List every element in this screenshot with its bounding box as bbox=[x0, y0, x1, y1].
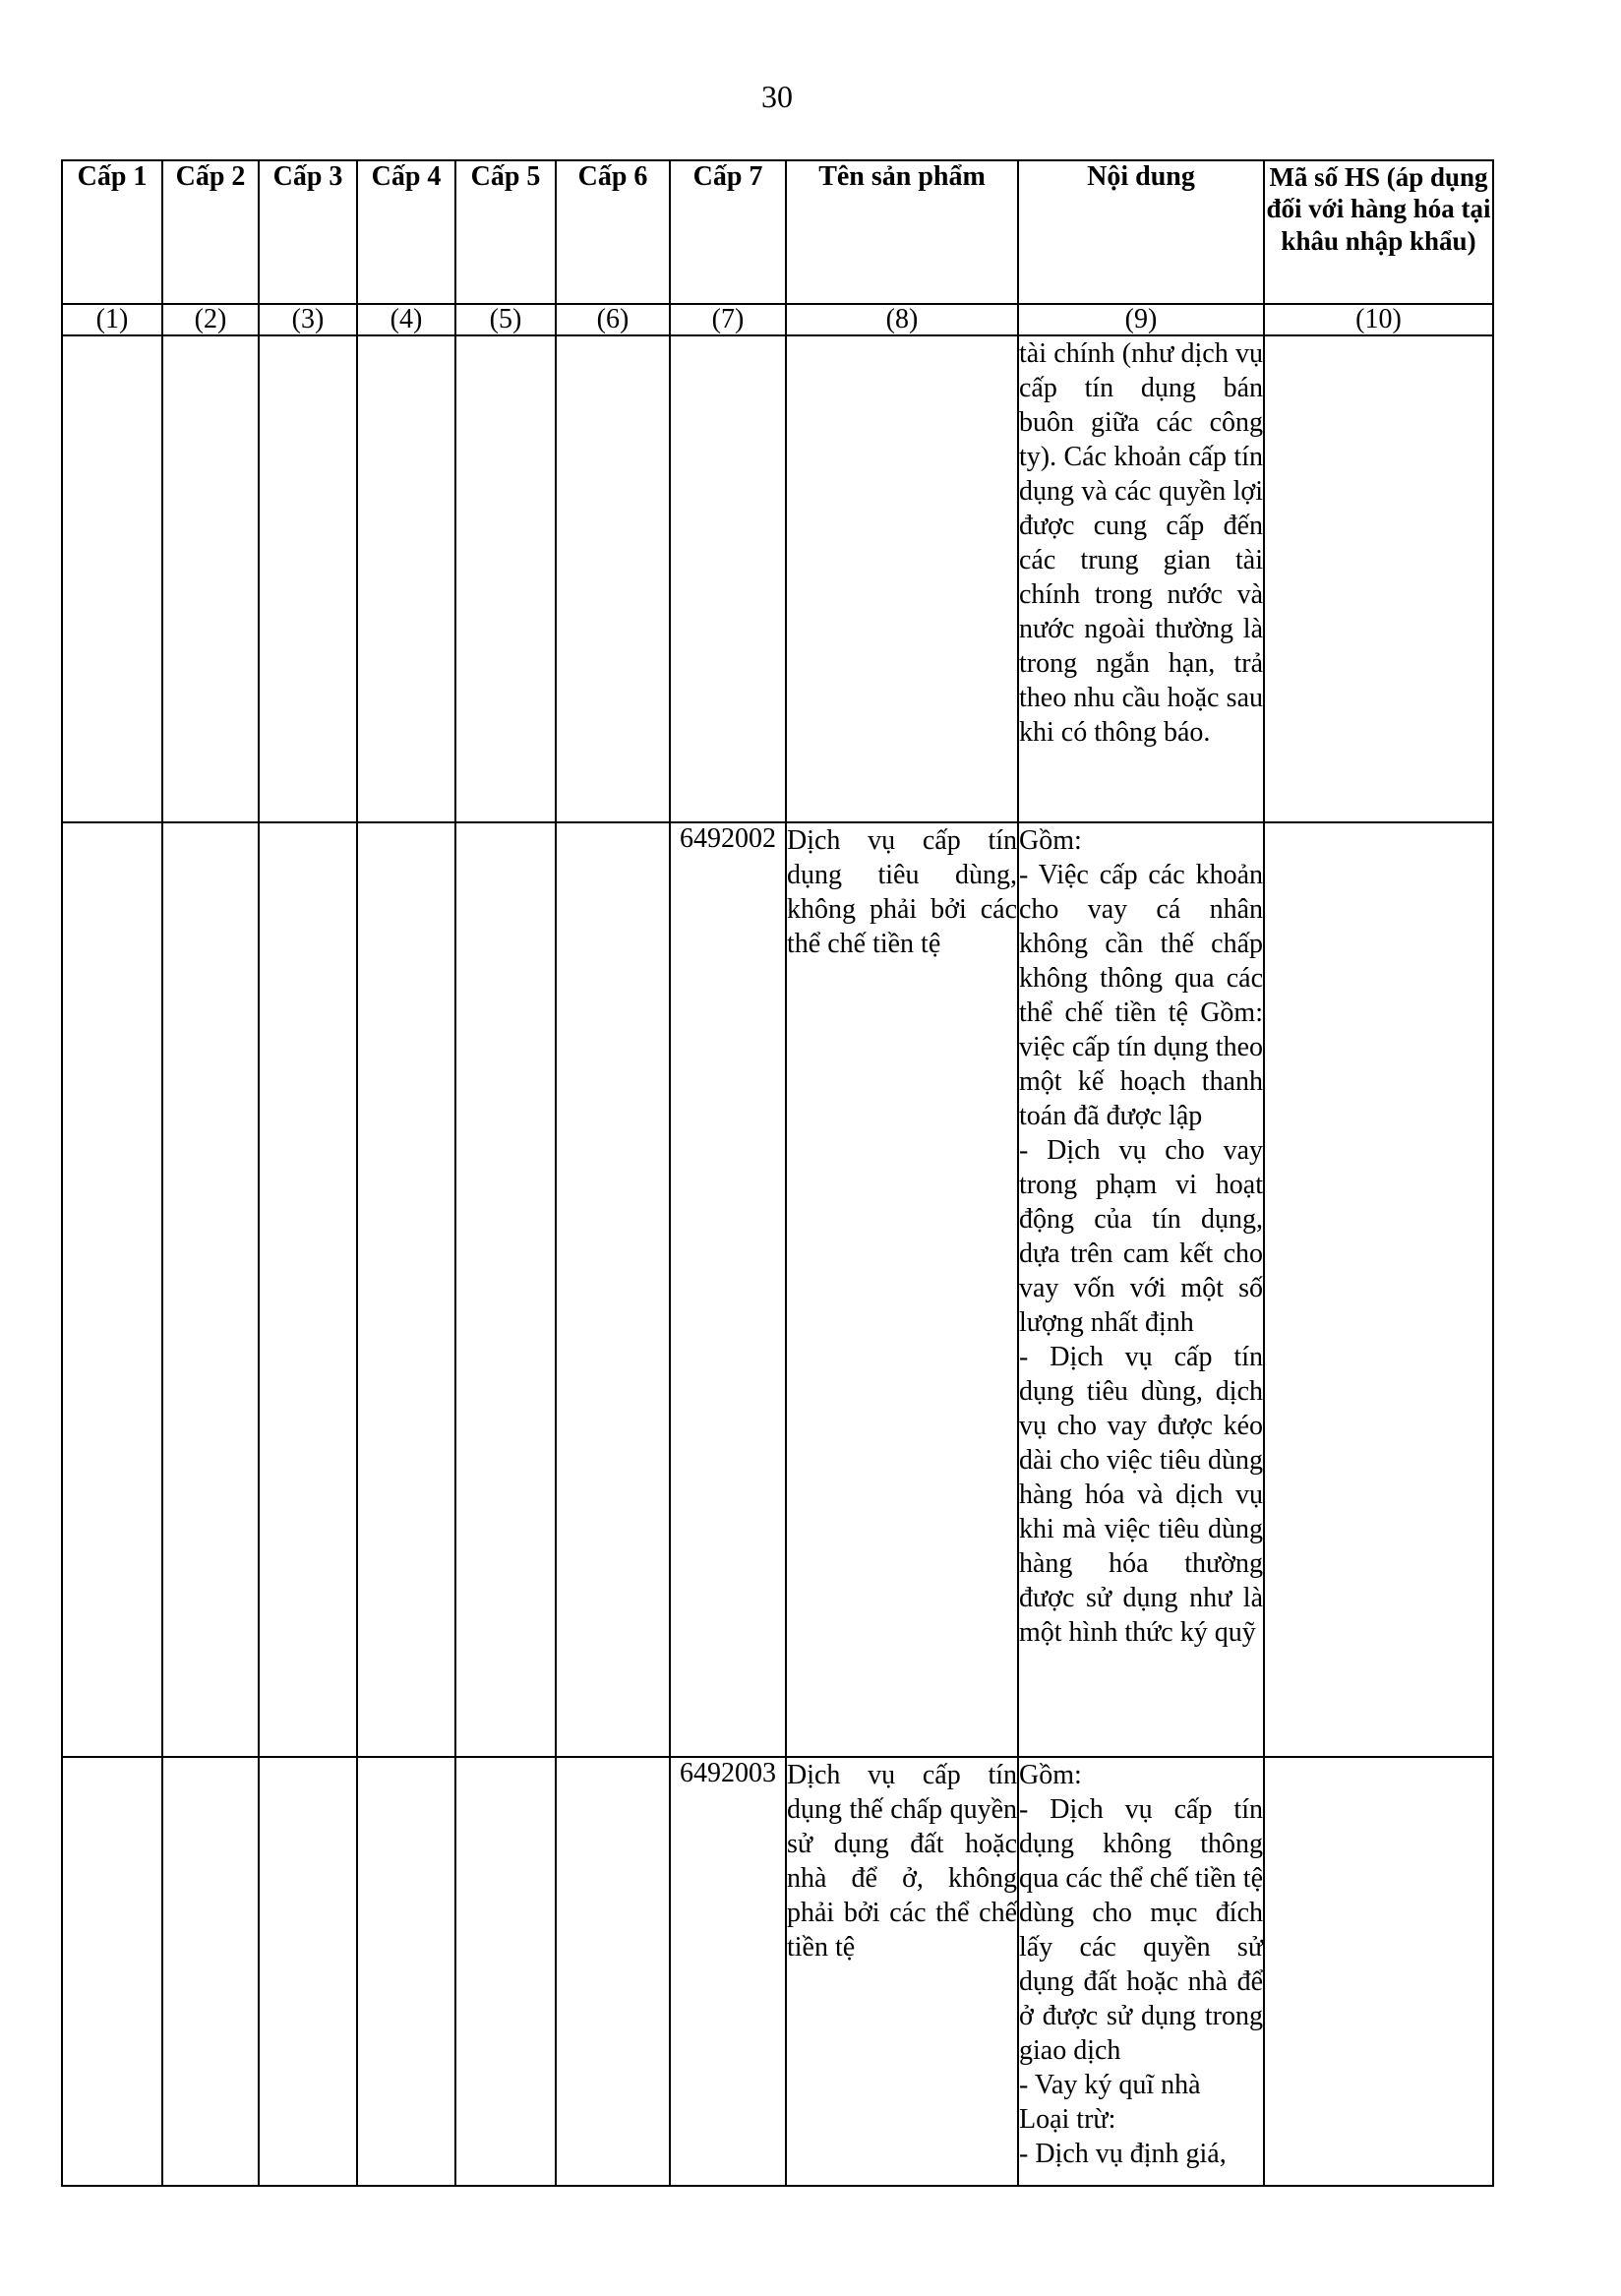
content-line: - Dịch vụ cho vay trong phạm vi hoạt động của tín dụng, dựa trên cam kết cho vay vốn với một số lượng nhất định bbox=[1019, 1135, 1263, 1338]
column-number: (1) bbox=[62, 304, 162, 335]
column-number: (7) bbox=[670, 304, 786, 335]
header-hs-code: Mã số HS (áp dụng đối với hàng hóa tại khâu nhập khẩu) bbox=[1264, 160, 1493, 304]
content-line: Loại trừ: bbox=[1019, 2104, 1116, 2135]
column-number-row bbox=[62, 304, 1493, 335]
column-number: (10) bbox=[1264, 304, 1493, 335]
header-cap-1: Cấp 1 bbox=[62, 160, 162, 304]
product-content bbox=[1018, 822, 1264, 1757]
product-code: 6492002 bbox=[670, 822, 786, 1757]
header-cap-7: Cấp 7 bbox=[670, 160, 786, 304]
hs-code-cell bbox=[1264, 1757, 1493, 2186]
content-line: - Vay ký quĩ nhà bbox=[1019, 2070, 1201, 2100]
content-line: - Dịch vụ định giá, bbox=[1019, 2139, 1227, 2169]
header-cap-6: Cấp 6 bbox=[556, 160, 670, 304]
header-cap-5: Cấp 5 bbox=[455, 160, 556, 304]
page-number: 30 bbox=[761, 79, 793, 114]
product-code bbox=[670, 335, 786, 822]
header-row bbox=[62, 160, 1493, 304]
header-cap-3: Cấp 3 bbox=[259, 160, 357, 304]
column-number: (3) bbox=[259, 304, 357, 335]
table-row bbox=[62, 335, 1493, 822]
content-line: - Dịch vụ cấp tín dụng tiêu dùng, dịch vụ cho vay được kéo dài cho việc tiêu dùng hàng hóa và dịch vụ khi mà việc tiêu dùng hàng hóa thường được sử dụng như là một hình thức ký quỹ bbox=[1019, 1342, 1263, 1648]
product-content: tài chính (như dịch vụ cấp tín dụng bán buôn giữa các công ty). Các khoản cấp tín dụng và các quyền lợi được cung cấp đến các trung gian tài chính trong nước và nước ngoài thường là trong ngắn hạn, trả theo nhu cầu hoặc sau khi có thông báo. bbox=[1018, 335, 1264, 822]
table-row bbox=[62, 1757, 1493, 2186]
column-number: (8) bbox=[786, 304, 1018, 335]
content-line: Gồm: bbox=[1019, 825, 1082, 856]
column-number: (4) bbox=[357, 304, 455, 335]
content-line: Gồm: bbox=[1019, 1760, 1082, 1790]
column-number: (2) bbox=[162, 304, 259, 335]
content-line: - Dịch vụ cấp tín dụng không thông qua các thể chế tiền tệ dùng cho mục đích lấy các quyền sử dụng đất hoặc nhà để ở được sử dụng trong giao dịch bbox=[1019, 1794, 1263, 2066]
product-content bbox=[1018, 1757, 1264, 2186]
header-product-name: Tên sản phẩm bbox=[786, 160, 1018, 304]
classification-table bbox=[61, 159, 1494, 2187]
column-number: (5) bbox=[455, 304, 556, 335]
hs-code-cell bbox=[1264, 335, 1493, 822]
product-code: 6492003 bbox=[670, 1757, 786, 2186]
product-name: Dịch vụ cấp tín dụng thế chấp quyền sử dụng đất hoặc nhà để ở, không phải bởi các thể chế tiền tệ bbox=[786, 1757, 1018, 2186]
column-number: (9) bbox=[1018, 304, 1264, 335]
content-line: - Việc cấp các khoản cho vay cá nhân không cần thế chấp không thông qua các thể chế tiền tệ Gồm: việc cấp tín dụng theo một kế hoạch thanh toán đã được lập bbox=[1019, 860, 1263, 1131]
header-cap-2: Cấp 2 bbox=[162, 160, 259, 304]
product-name bbox=[786, 335, 1018, 822]
product-name: Dịch vụ cấp tín dụng tiêu dùng, không phải bởi các thể chế tiền tệ bbox=[786, 822, 1018, 1757]
hs-code-cell bbox=[1264, 822, 1493, 1757]
column-number: (6) bbox=[556, 304, 670, 335]
header-cap-4: Cấp 4 bbox=[357, 160, 455, 304]
table-row bbox=[62, 822, 1493, 1757]
header-content: Nội dung bbox=[1018, 160, 1264, 304]
